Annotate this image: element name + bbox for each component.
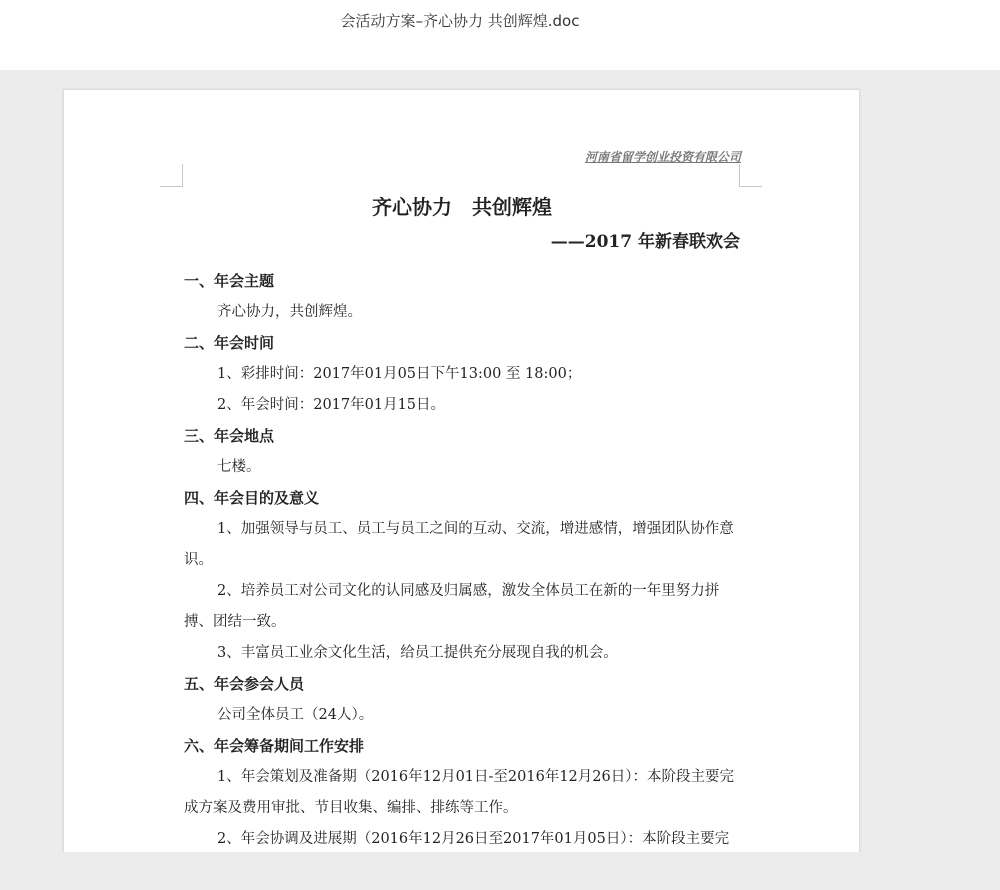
document-filename: 会活动方案–齐心协力 共创辉煌.doc [340,12,580,30]
paragraph: 1、彩排时间：2017年01月05日下午13:00 至 18:00； [217,366,582,382]
paragraph: 七楼。 [217,459,261,475]
paragraph: 3、丰富员工业余文化生活，给员工提供充分展现自我的机会。 [217,645,618,661]
section-heading: 一、年会主题 [184,272,275,290]
paragraph: 1、年会策划及准备期（2016年12月01日-至2016年12月26日）：本阶段主要完成方案及费用审批、节目收集、编排、排练等工作。 [184,769,734,816]
document-page [63,89,860,871]
paragraph: 1、加强领导与员工、员工与员工之间的互动、交流，增进感情，增强团队协作意识。 [184,521,734,568]
paragraph: 2、培养员工对公司文化的认同感及归属感，激发全体员工在新的一年里努力拼搏、团结一致。 [184,583,720,630]
viewer-bottom-bar [0,852,1000,890]
page-header-company: 河南省留学创业投资有限公司 [584,150,741,164]
document-title: 齐心协力 共创辉煌 [372,195,552,219]
section-heading: 三、年会地点 [184,427,275,445]
title-bar [0,0,1000,70]
document-subtitle: ——2017 年新春联欢会 [550,232,740,252]
margin-corner-marker [160,164,183,187]
paragraph: 公司全体员工（24人）。 [217,707,374,723]
section-heading: 二、年会时间 [184,334,275,352]
paragraph: 2、年会时间：2017年01月15日。 [217,397,446,413]
section-heading: 五、年会参会人员 [184,675,305,693]
margin-corner-marker [739,164,762,187]
section-heading: 六、年会筹备期间工作安排 [184,737,365,755]
paragraph: 2、年会协调及进展期（2016年12月26日至2017年01月05日）：本阶段主要完 [217,831,730,847]
document-body [184,190,740,855]
section-heading: 四、年会目的及意义 [184,489,320,507]
paragraph: 齐心协力，共创辉煌。 [217,304,362,320]
